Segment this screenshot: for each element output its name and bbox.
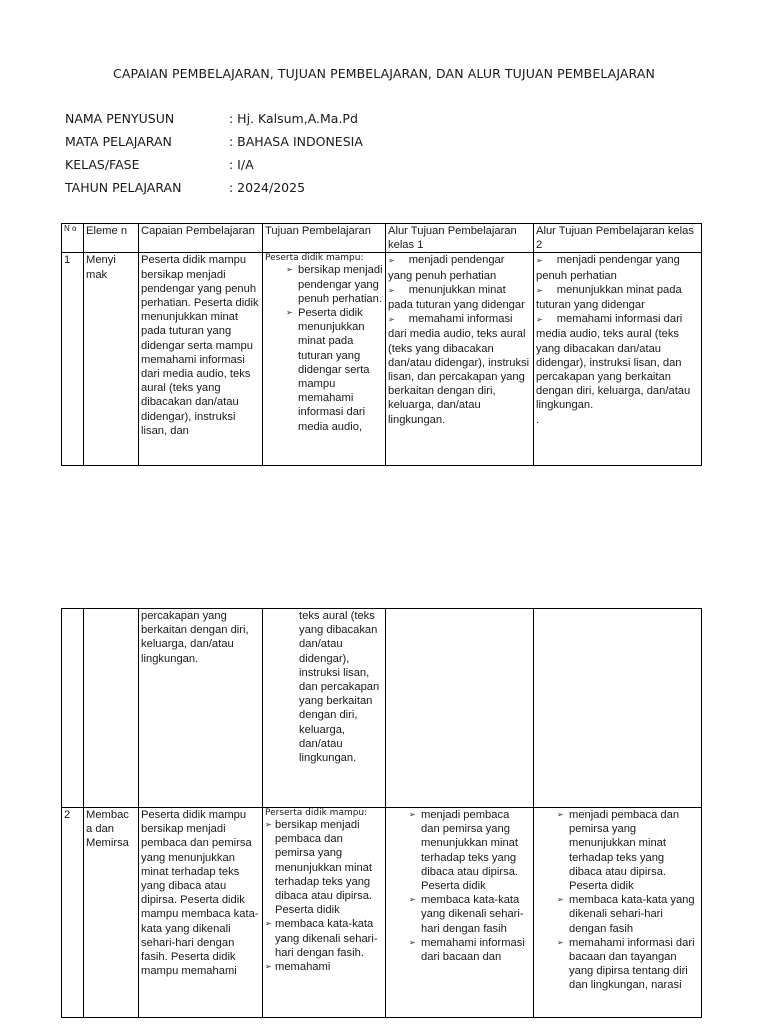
cp-table-page-1 xyxy=(61,223,702,466)
meta-block xyxy=(65,111,363,203)
row-capaian: Peserta didik mampu bersikap menjadi pembaca dan pemirsa yang menunjukkan minat terhadap teks yang dibaca atau dipirsa. Peserta didik mampu membaca kata-kata yang dikenali sehari-hari dengan fasih. Peserta didik mampu memahami xyxy=(139,808,263,1018)
table-row xyxy=(62,253,702,466)
list-item: ➢ memahami informasi dari bacaan dan xyxy=(406,936,531,964)
header-alur-kelas-2: Alur Tujuan Pembelajaran kelas 2 xyxy=(534,224,702,253)
row-capaian: Peserta didik mampu bersikap menjadi pendengar yang penuh perhatian. Peserta didik menunjukkan minat pada tuturan yang didengar serta mampu memahami informasi dari media audio, teks aural (teks yang dibacakan dan/atau didengar), instruksi lisan, dan xyxy=(139,253,263,466)
table-header-row xyxy=(62,224,702,253)
list-item-text: menjadi pendengar yang penuh perhatian xyxy=(536,254,680,282)
list-item: ➢ membaca kata-kata yang dikenali sehari-hari dengan fasih xyxy=(554,893,699,936)
arrow-bullet-icon: ➢ xyxy=(388,285,395,295)
arrow-bullet-icon: ➢ xyxy=(536,256,543,266)
alur-2-list xyxy=(554,808,699,993)
row-alur-kelas-1 xyxy=(386,253,534,466)
row-tujuan xyxy=(263,808,386,1018)
list-item: ➢ menjadi pembaca dan pemirsa yang menunjukkan minat terhadap teks yang dibaca atau dipirsa. Peserta didik xyxy=(406,808,531,893)
meta-value: : I/A xyxy=(229,157,254,172)
tujuan-intro: Perserta didik mampu: xyxy=(265,808,368,818)
row-tujuan xyxy=(263,609,386,808)
row-alur-kelas-1 xyxy=(386,808,534,1018)
list-item: ➢ menjadi pembaca dan pemirsa yang menunjukkan minat terhadap teks yang dibaca atau dipirsa. Peserta didik xyxy=(554,808,699,893)
table-row xyxy=(62,609,702,808)
meta-row-mapel xyxy=(65,134,363,157)
list-item: ➢ Peserta didik menunjukkan minat pada tuturan yang didengar serta mampu memahami informasi dari media audio, xyxy=(283,306,383,434)
meta-label: KELAS/FASE xyxy=(65,157,140,172)
meta-value: : 2024/2025 xyxy=(229,180,306,195)
row-number: 2 xyxy=(62,808,84,1018)
list-item: ➢ bersikap menjadi pendengar yang penuh perhatian. xyxy=(283,263,383,306)
meta-label: MATA PELAJARAN xyxy=(65,134,172,149)
header-alur-kelas-1: Alur Tujuan Pembelajaran kelas 1 xyxy=(386,224,534,253)
arrow-bullet-icon: ➢ xyxy=(536,315,543,325)
tujuan-list xyxy=(283,263,383,433)
tujuan-list xyxy=(265,818,383,974)
row-elemen xyxy=(84,609,139,808)
list-item xyxy=(388,253,531,282)
meta-label: NAMA PENYUSUN xyxy=(65,111,175,126)
list-item-text: memahami informasi dari media audio, teks aural (teks yang dibacakan dan/atau didengar), instruksi lisan, dan percakapan yang berkaitan dengan diri, keluarga, dan/atau lingkungan. xyxy=(536,313,691,412)
list-item xyxy=(536,283,699,312)
list-item xyxy=(388,312,531,427)
tujuan-intro: Peserta didik mampu: xyxy=(265,253,364,264)
alur-1-list xyxy=(406,808,531,964)
list-item: ➢ memahami xyxy=(265,960,383,974)
list-item-text: menjadi pendengar yang penuh perhatian xyxy=(388,254,505,282)
row-capaian: percakapan yang berkaitan dengan diri, keluarga, dan/atau lingkungan. xyxy=(139,609,263,808)
meta-row-kelas xyxy=(65,157,363,180)
row-number xyxy=(62,609,84,808)
header-tujuan: Tujuan Pembelajaran xyxy=(263,224,386,253)
arrow-bullet-icon: ➢ xyxy=(536,285,543,295)
row-alur-kelas-2 xyxy=(534,808,702,1018)
list-item xyxy=(536,253,699,282)
list-item: ➢ bersikap menjadi pembaca dan pemirsa yang menunjukkan minat terhadap teks yang dibaca atau dipirsa. Peserta didik xyxy=(265,818,383,917)
list-item-text: memahami informasi dari media audio, teks aural (teks yang dibacakan dan/atau didengar), instruksi lisan, dan percakapan yang berkaitan dengan diri, keluarga, dan/atau lingkungan. xyxy=(388,313,530,426)
list-item: ➢ membaca kata-kata yang dikenali sehari-hari dengan fasih. xyxy=(265,917,383,960)
list-item-text: menunjukkan minat pada tuturan yang didengar xyxy=(388,283,525,312)
meta-value: : BAHASA INDONESIA xyxy=(229,134,363,149)
header-no: N o xyxy=(62,224,84,253)
row-elemen: Menyi mak xyxy=(84,253,139,466)
list-item-text: menunjukkan minat pada tuturan yang didengar xyxy=(536,283,682,312)
cp-table-page-2 xyxy=(61,608,702,1018)
header-elemen: Eleme n xyxy=(84,224,139,253)
row-alur-kelas-1 xyxy=(386,609,534,808)
tujuan-continued: teks aural (teks yang dibacakan dan/atau didengar), instruksi lisan, dan percakapan yang berkaitan dengan diri, keluarga, dan/atau lingkungan. xyxy=(299,610,380,765)
header-capaian: Capaian Pembelajaran xyxy=(139,224,263,253)
list-item xyxy=(536,312,699,412)
meta-row-tahun xyxy=(65,180,363,203)
trailing-dot: . xyxy=(536,413,540,426)
meta-row-penyusun xyxy=(65,111,363,134)
row-alur-kelas-2 xyxy=(534,609,702,808)
list-item xyxy=(388,283,531,312)
list-item: ➢ membaca kata-kata yang dikenali sehari-hari dengan fasih xyxy=(406,893,531,936)
row-number: 1 xyxy=(62,253,84,466)
document-title: CAPAIAN PEMBELAJARAN, TUJUAN PEMBELAJARAN, DAN ALUR TUJUAN PEMBELAJARAN xyxy=(113,66,655,81)
meta-label: TAHUN PELAJARAN xyxy=(65,180,182,195)
meta-value: : Hj. Kalsum,A.Ma.Pd xyxy=(229,111,358,126)
list-item: ➢ memahami informasi dari bacaan dan tayangan yang dipirsa tentang diri dan lingkungan, narasi xyxy=(554,936,699,993)
arrow-bullet-icon: ➢ xyxy=(388,256,395,266)
row-tujuan xyxy=(263,253,386,466)
row-alur-kelas-2 xyxy=(534,253,702,466)
row-elemen: Membac a dan Memirsa xyxy=(84,808,139,1018)
arrow-bullet-icon: ➢ xyxy=(388,315,395,325)
table-row xyxy=(62,808,702,1018)
